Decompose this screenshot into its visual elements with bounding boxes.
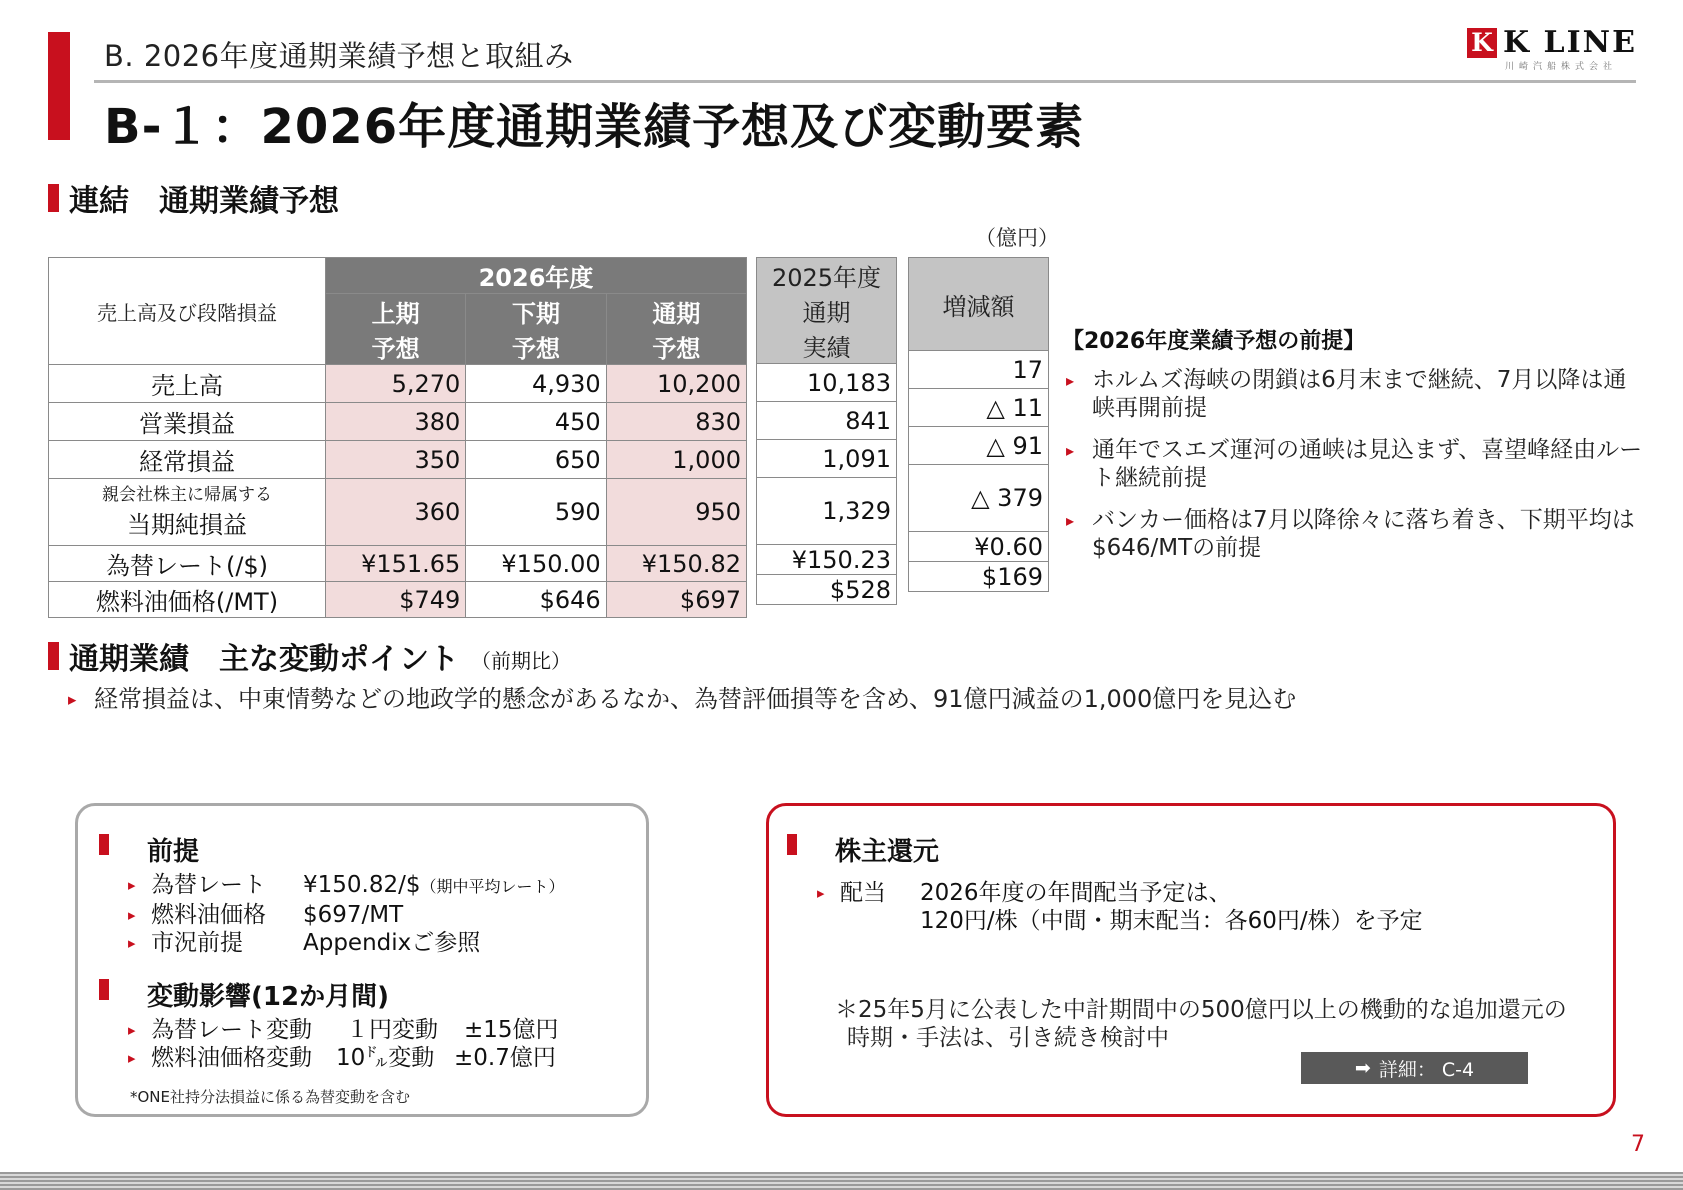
cell-diff: △ 11	[909, 389, 1049, 427]
impact-heading-text: 変動影響(12か月間)	[147, 982, 389, 1012]
premise-list	[128, 871, 565, 957]
table-row	[49, 479, 747, 546]
table-row	[909, 562, 1049, 592]
shareholder-heading-text: 株主還元	[835, 837, 940, 867]
cell-prev: 10,183	[757, 364, 897, 402]
forecast-table	[48, 257, 747, 618]
table-row	[49, 365, 747, 403]
change-points-heading	[48, 634, 571, 678]
shareholder-heading	[787, 831, 939, 868]
premise-key: 燃料油価格	[151, 902, 266, 928]
shareholder-note	[835, 996, 1567, 1052]
change-points-heading-text: 通期業績 主な変動ポイント	[69, 642, 459, 677]
table-row	[757, 440, 897, 478]
detail-link-button[interactable]	[1301, 1052, 1528, 1084]
list-item: ▸ バンカー価格は7月以降徐々に落ち着き、下期平均は$646/MTの前提	[1066, 506, 1646, 562]
list-item	[128, 871, 565, 901]
cell-fy: 830	[606, 403, 746, 441]
consolidated-heading-text: 連結 通期業績予想	[69, 184, 339, 219]
table-row	[757, 545, 897, 575]
col-header-h1	[326, 294, 466, 365]
prior-header-line3: 実績	[802, 334, 851, 362]
cell-h1: 5,270	[326, 365, 466, 403]
footer-stripe	[0, 1172, 1683, 1190]
col-h1-line1: 上期	[371, 300, 420, 328]
dividend-list	[817, 879, 1423, 935]
change-points-note: （前期比）	[471, 648, 571, 673]
shareholder-note-line2: 時期・手法は、引き続き検討中	[847, 1025, 1169, 1051]
row-label	[49, 479, 326, 546]
premise-key: 市況前提	[151, 930, 243, 956]
cell-h2: 650	[466, 441, 606, 479]
table-row	[757, 478, 897, 545]
consolidated-heading	[48, 176, 339, 220]
list-item	[817, 879, 1423, 935]
cell-h1: 360	[326, 479, 466, 546]
logo-subtext: 川崎汽船株式会社	[1505, 62, 1618, 72]
row-label: 燃料油価格(/MT)	[49, 582, 326, 618]
table-header-row	[909, 258, 1049, 351]
dividend-key: 配当	[840, 880, 886, 906]
shareholder-note-line1: ＊25年5月に公表した中計期間中の500億円以上の機動的な追加還元の	[835, 997, 1567, 1023]
table-row	[49, 441, 747, 479]
row-header-label: 売上高及び段階損益	[49, 258, 326, 365]
list-item: ▸ 経常損益は、中東情勢などの地政学的懸念があるなか、為替評価損等を含め、91億円減益の1,000億円を見込む	[68, 684, 1628, 714]
impact-heading	[99, 976, 389, 1013]
detail-link-label: 詳細： C-4	[1378, 1058, 1475, 1081]
list-item	[128, 901, 565, 929]
arrow-right-icon: ➡	[1354, 1057, 1371, 1079]
list-item: ▸ 通年でスエズ運河の通峡は見込まず、喜望峰経由ルート継続前提	[1066, 436, 1646, 492]
row-label-small: 親会社株主に帰属する	[102, 484, 272, 505]
prior-header-line1: 2025年度	[771, 264, 882, 292]
col-fy-line2: 予想	[652, 335, 701, 363]
list-item: ▸ ホルムズ海峡の閉鎖は6月末まで継続、7月以降は通峡再開前提	[1066, 366, 1646, 422]
cell-prev: $528	[757, 575, 897, 605]
cell-diff: $169	[909, 562, 1049, 592]
prior-year-table	[756, 257, 897, 605]
table-row	[49, 546, 747, 582]
cell-h1: ¥151.65	[326, 546, 466, 582]
col-header-fy	[606, 294, 746, 365]
heading-marker	[99, 979, 109, 1000]
cell-diff: △ 91	[909, 427, 1049, 465]
heading-marker	[787, 834, 797, 855]
col-h2-line1: 下期	[511, 300, 560, 328]
cell-diff: ¥0.60	[909, 532, 1049, 562]
table-row	[909, 465, 1049, 532]
table-row	[909, 351, 1049, 389]
section-label: B. 2026年度通期業績予想と取組み	[104, 39, 574, 73]
cell-prev: 1,091	[757, 440, 897, 478]
cell-fy: 1,000	[606, 441, 746, 479]
table-row	[909, 389, 1049, 427]
cell-h2: 590	[466, 479, 606, 546]
cell-h1: 380	[326, 403, 466, 441]
cell-prev: 841	[757, 402, 897, 440]
unit-note: （億円）	[975, 226, 1059, 250]
cell-diff: 17	[909, 351, 1049, 389]
list-item	[128, 1044, 559, 1072]
heading-marker	[99, 834, 109, 855]
premise-footnote: *ONE社持分法損益に係る為替変動を含む	[130, 1088, 411, 1106]
cell-h2: 450	[466, 403, 606, 441]
cell-diff: △ 379	[909, 465, 1049, 532]
row-label: 営業損益	[49, 403, 326, 441]
prior-year-header	[757, 258, 897, 364]
row-label: 為替レート(/$)	[49, 546, 326, 582]
heading-marker	[48, 184, 59, 212]
premise-value: ¥150.82/$	[303, 872, 421, 898]
premise-key: 為替レート	[151, 872, 266, 898]
table-row	[757, 575, 897, 605]
cell-prev: ¥150.23	[757, 545, 897, 575]
table-row	[909, 532, 1049, 562]
list-item	[128, 929, 565, 957]
assumptions-title: 【2026年度業績予想の前提】	[1062, 329, 1366, 354]
page-title: B-１：2026年度通期業績予想及び変動要素	[104, 99, 1085, 155]
dividend-line2: 120円/株（中間・期末配当：各60円/株）を予定	[920, 908, 1423, 934]
table-row	[49, 582, 747, 618]
logo-text: K LINE	[1503, 25, 1637, 60]
row-label-main: 当期純損益	[127, 510, 247, 539]
change-header: 増減額	[909, 258, 1049, 351]
row-label: 売上高	[49, 365, 326, 403]
col-header-h2	[466, 294, 606, 365]
premise-heading-text: 前提	[147, 837, 200, 867]
impact-unit: １円変動	[346, 1017, 438, 1043]
company-logo	[1467, 25, 1637, 72]
cell-fy: 10,200	[606, 365, 746, 403]
table-row	[49, 403, 747, 441]
premise-value: $697/MT	[303, 902, 404, 928]
premise-value: Appendixご参照	[303, 930, 481, 956]
impact-list	[128, 1016, 559, 1072]
impact-key: 為替レート変動	[151, 1017, 312, 1043]
cell-h1: 350	[326, 441, 466, 479]
cell-fy: ¥150.82	[606, 546, 746, 582]
row-label: 経常損益	[49, 441, 326, 479]
col-fy-line1: 通期	[652, 300, 701, 328]
table-header-row	[757, 258, 897, 364]
table-row	[757, 402, 897, 440]
impact-key: 燃料油価格変動	[151, 1045, 312, 1071]
cell-h2: ¥150.00	[466, 546, 606, 582]
change-table	[908, 257, 1049, 592]
list-item	[128, 1016, 559, 1044]
prior-header-line2: 通期	[802, 299, 851, 327]
table-row	[909, 427, 1049, 465]
impact-unit: 10㌦変動	[336, 1045, 435, 1071]
header-divider	[94, 80, 1636, 83]
premise-heading	[99, 831, 199, 868]
assumptions-list	[1066, 366, 1646, 576]
page-number: 7	[1631, 1132, 1645, 1157]
cell-h2: 4,930	[466, 365, 606, 403]
cell-prev: 1,329	[757, 478, 897, 545]
dividend-line1: 2026年度の年間配当予定は、	[920, 880, 1232, 906]
impact-value: ±0.7億円	[454, 1045, 556, 1071]
col-h2-line2: 予想	[511, 335, 560, 363]
dividend-text	[920, 879, 1423, 935]
year-header: 2026年度	[326, 258, 747, 294]
table-row	[757, 364, 897, 402]
premise-note: （期中平均レート）	[420, 877, 565, 896]
accent-bar	[48, 32, 70, 140]
col-h1-line2: 予想	[371, 335, 420, 363]
cell-fy: $697	[606, 582, 746, 618]
table-header-row	[49, 258, 747, 294]
cell-h2: $646	[466, 582, 606, 618]
cell-fy: 950	[606, 479, 746, 546]
change-points-list	[68, 684, 1628, 714]
logo-k-mark: K	[1467, 28, 1497, 58]
impact-value: ±15億円	[464, 1017, 559, 1043]
heading-marker	[48, 642, 59, 670]
cell-h1: $749	[326, 582, 466, 618]
